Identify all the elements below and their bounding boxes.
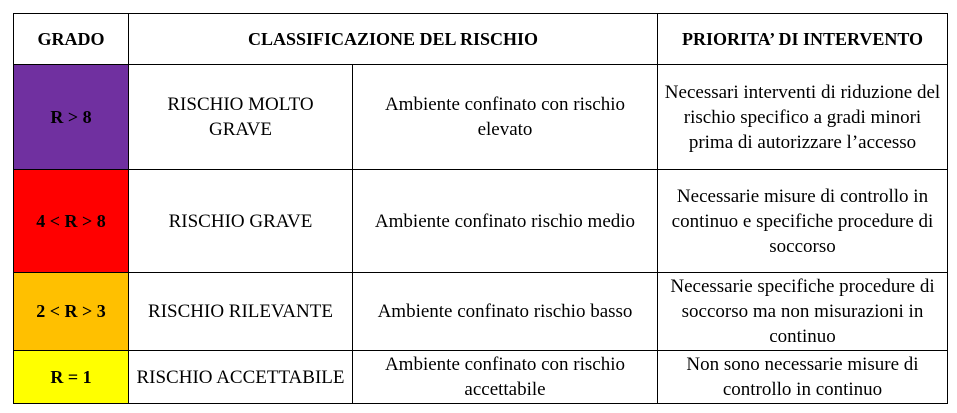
risk-level-cell: RISCHIO GRAVE <box>129 170 353 273</box>
header-priority: PRIORITA’ DI INTERVENTO <box>658 14 948 65</box>
grade-cell: 2 < R > 3 <box>14 273 129 351</box>
risk-classification-table <box>13 13 948 404</box>
risk-level-cell: RISCHIO RILEVANTE <box>129 273 353 351</box>
environment-cell: Ambiente confinato rischio basso <box>353 273 658 351</box>
grade-cell: 4 < R > 8 <box>14 170 129 273</box>
environment-cell: Ambiente confinato con rischio elevato <box>353 65 658 170</box>
grade-cell: R > 8 <box>14 65 129 170</box>
header-classification: CLASSIFICAZIONE DEL RISCHIO <box>129 14 658 65</box>
table-row <box>14 351 948 404</box>
risk-level-cell: RISCHIO MOLTO GRAVE <box>129 65 353 170</box>
table-row <box>14 170 948 273</box>
table-row <box>14 273 948 351</box>
environment-cell: Ambiente confinato rischio medio <box>353 170 658 273</box>
risk-level-cell: RISCHIO ACCETTABILE <box>129 351 353 404</box>
intervention-cell: Necessarie misure di controllo in continuo e specifiche procedure di soccorso <box>658 170 948 273</box>
grade-cell: R = 1 <box>14 351 129 404</box>
intervention-cell: Necessarie specifiche procedure di soccorso ma non misurazioni in continuo <box>658 273 948 351</box>
intervention-cell: Non sono necessarie misure di controllo in continuo <box>658 351 948 404</box>
table-header-row <box>14 14 948 65</box>
intervention-cell: Necessari interventi di riduzione del rischio specifico a gradi minori prima di autorizzare l’accesso <box>658 65 948 170</box>
environment-cell: Ambiente confinato con rischio accettabile <box>353 351 658 404</box>
table-row <box>14 65 948 170</box>
header-grade: GRADO <box>14 14 129 65</box>
